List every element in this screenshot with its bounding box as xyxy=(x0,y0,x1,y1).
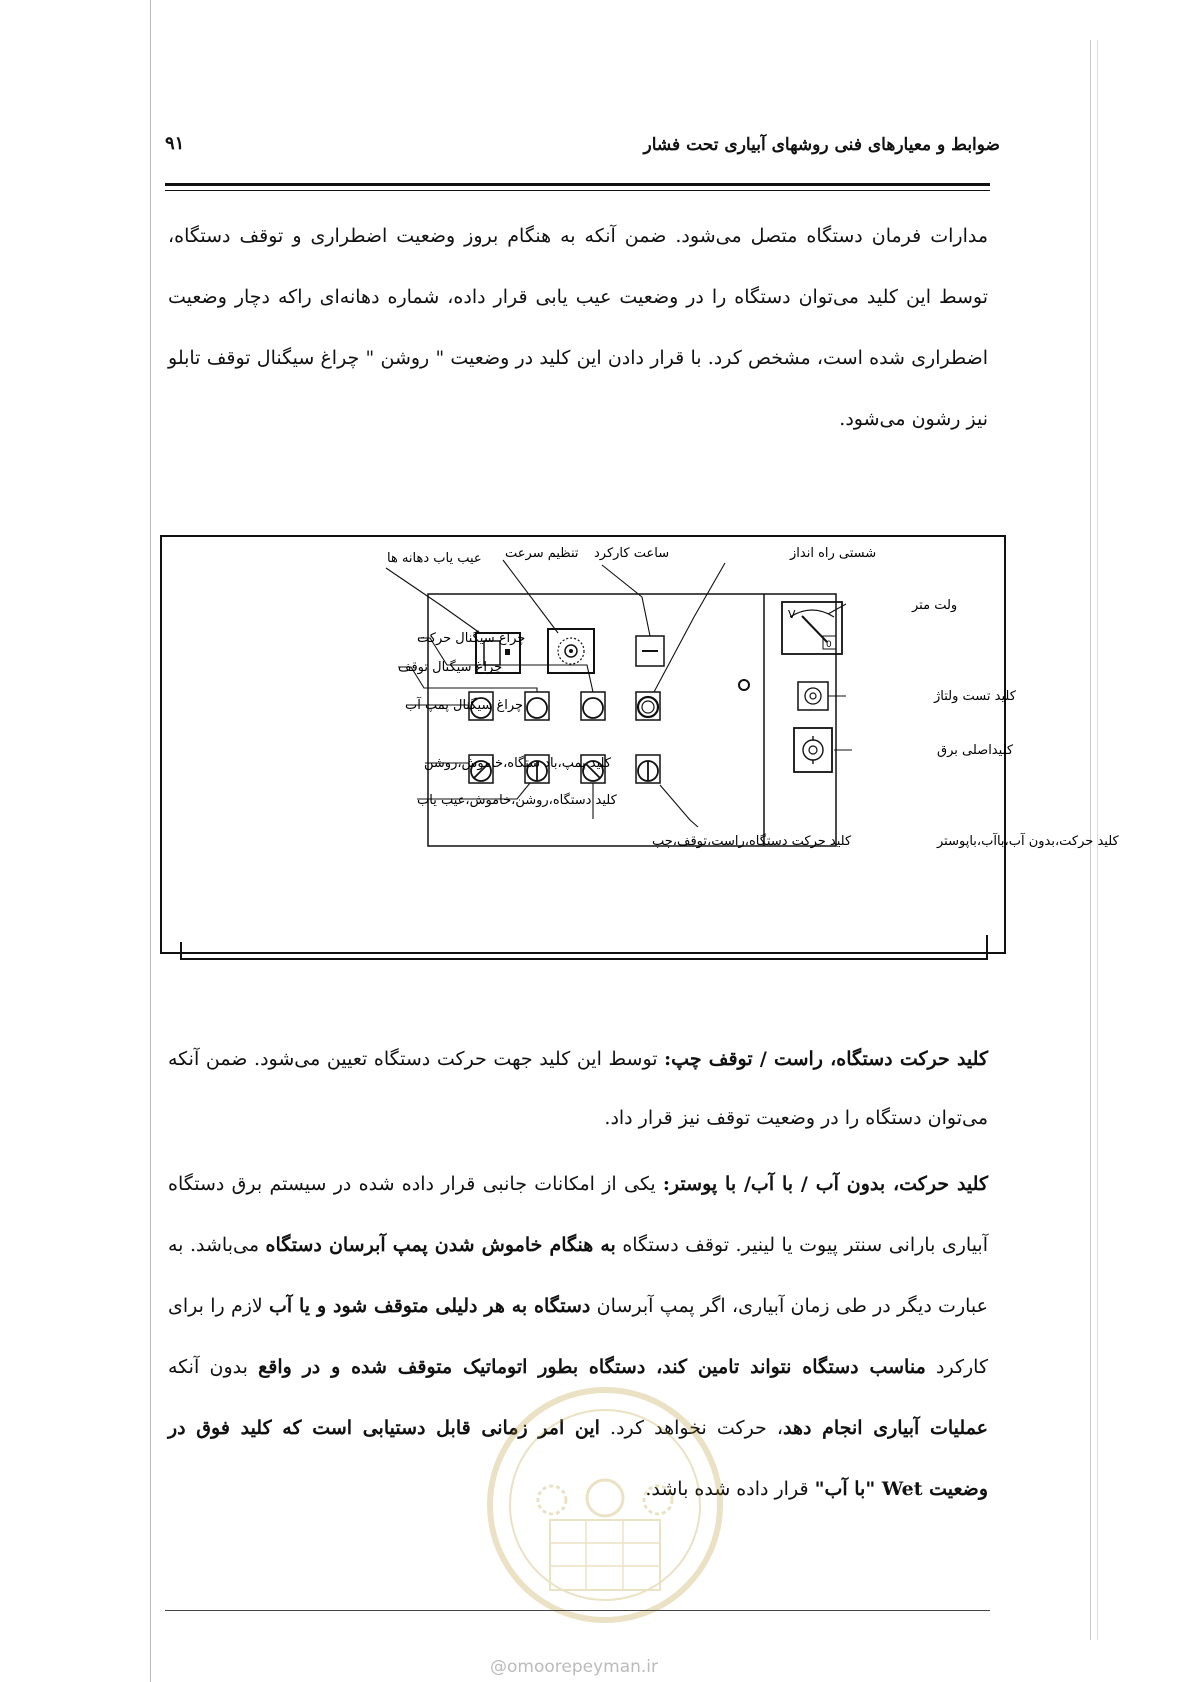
section-direction-key-heading: کلید حرکت دستگاه، راست / توقف چپ: xyxy=(664,1048,988,1070)
section-wet-dry-body-i: ، حرکت نخواهد کرد. xyxy=(599,1417,784,1439)
label-direction-key: کلید حرکت دستگاه،راست،توقف،چپ xyxy=(652,834,852,849)
label-wet-dry-key: کلید حرکت،بدون آب،باآب،باپوستر xyxy=(937,834,1119,849)
figure-frame-left xyxy=(180,942,182,960)
section-wet-dry-body-h: عملیات آبیاری انجام دهد xyxy=(783,1417,989,1439)
hour-meter xyxy=(636,636,664,666)
section-wet-dry-body-g: بدون آنکه xyxy=(168,1356,259,1378)
start-button[interactable] xyxy=(636,692,660,720)
control-panel-figure xyxy=(160,535,1119,954)
voltmeter-zero: 0 xyxy=(826,640,832,650)
wet-dry-key-switch[interactable] xyxy=(636,755,660,783)
label-device-key: کلید دستگاه،روشن،خاموش،عیب یاب xyxy=(417,793,617,808)
label-fault-finder: عیب یاب دهانه ها xyxy=(387,551,482,566)
intro-text: مدارات فرمان دستگاه متصل می‌شود. ضمن آنکه به هنگام بروز وضعیت اضطراری و توقف دستگاه، توسط این کلید می‌توان دستگاه را در وضعیت عیب یابی قرار داده، شماره دهانه‌ای راکه دچار وضعیت اضطراری شده است، مشخص کرد. با قرار دادن این کلید در وضعیت " روشن " چراغ سیگنال توقف تابلو نیز رشون می‌شود. xyxy=(168,225,988,430)
panel-screw-icon xyxy=(739,680,749,690)
control-panel-diagram xyxy=(162,537,1119,952)
intro-paragraph xyxy=(168,206,988,450)
section-wet-dry-body-e: لازم را برای کارکرد xyxy=(168,1295,988,1378)
section-wet-dry-body-b: به هنگام خاموش شدن پمپ آبرسان دستگاه xyxy=(265,1234,616,1256)
section-direction-key-text xyxy=(168,1030,988,1148)
voltmeter-dial xyxy=(782,602,842,654)
scan-line-left xyxy=(150,0,151,1682)
move-signal-lamp xyxy=(581,692,605,720)
figure-frame-right xyxy=(986,935,988,960)
page-number: ۹۱ xyxy=(165,133,185,154)
label-move-lamp: چراغ سیگنال حرکت xyxy=(417,631,526,646)
section-wet-dry-key-heading: کلید حرکت، بدون آب / با آب/ با پوستر: xyxy=(662,1173,988,1195)
label-start-button: شستی راه انداز xyxy=(790,546,877,561)
footer-rule xyxy=(165,1610,990,1611)
voltage-test-key[interactable] xyxy=(798,682,828,710)
label-pump-key: کلید پمپ،باد ستگاه،خاموش،روشن xyxy=(424,756,612,771)
running-header: ضوابط و معیارهای فنی روشهای آبیاری تحت فشار xyxy=(643,135,1000,155)
section-direction-key xyxy=(168,1030,988,1148)
section-wet-dry-body-f: مناسب دستگاه نتواند تامین کند، دستگاه بطور اتوماتیک متوقف شده و در واقع xyxy=(258,1356,926,1378)
label-voltmeter: ولت متر xyxy=(912,598,958,613)
section-direction-key-body: توسط این کلید جهت حرکت دستگاه تعیین می‌شود. ضمن آنکه می‌توان دستگاه را در وضعیت توقف نیز قرار داد. xyxy=(168,1048,988,1129)
section-wet-dry-body-k: قرار داده شده باشد. xyxy=(645,1478,815,1500)
label-speed-control: تنظیم سرعت xyxy=(505,546,579,561)
label-stop-lamp: چراغ سیگنال توقف xyxy=(398,660,503,675)
voltmeter-letter: V xyxy=(788,608,796,621)
footer-site-link: @omoorepeyman.ir xyxy=(490,1657,659,1677)
stop-signal-lamp xyxy=(525,692,549,720)
label-voltage-test-key: کلید تست ولتاژ xyxy=(934,689,1016,704)
figure-frame-bottom xyxy=(180,958,988,960)
section-wet-dry-body-d: دستگاه به هر دلیلی متوقف شود و یا آب xyxy=(269,1295,591,1317)
watermark-seal-icon xyxy=(480,1380,730,1630)
label-main-power-key: کلیداصلی برق xyxy=(937,743,1014,758)
section-wet-dry-body-a: یکی از امکانات جانبی قرار داده شده در سیستم برق دستگاه آبیاری بارانی سنتر پیوت یا لینیر. توقف دستگاه xyxy=(168,1173,989,1256)
label-pump-lamp: چراغ سیگنال پمپ آب xyxy=(405,698,524,713)
label-hour-meter: ساعت کارکرد xyxy=(594,546,670,561)
leader-lines xyxy=(386,560,852,827)
section-wet-dry-body-j: این امر زمانی قابل دستیابی است که کلید فوق در وضعیت Wet "با آب" xyxy=(168,1417,988,1500)
header-rule-thick xyxy=(165,183,990,186)
main-power-key[interactable] xyxy=(794,728,832,772)
section-wet-dry-body-c: می‌باشد. به عبارت دیگر در طی زمان آبیاری، اگر پمپ آبرسان xyxy=(168,1234,988,1317)
header-rule-thin xyxy=(165,190,990,191)
